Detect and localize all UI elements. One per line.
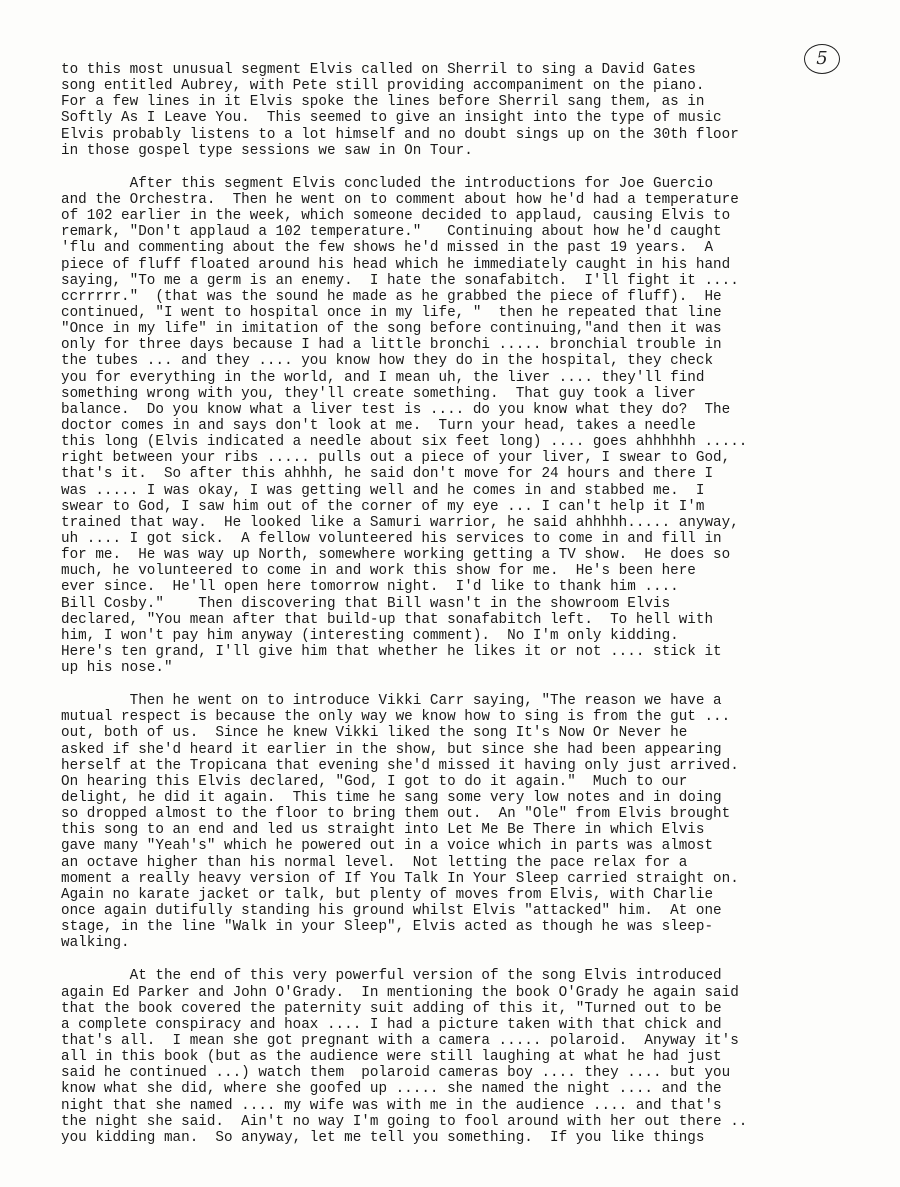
text-line: to this most unusual segment Elvis called on Sherril to sing a David Gates <box>61 62 696 78</box>
text-line: him, I won't pay him anyway (interesting comment). No I'm only kidding. <box>61 627 679 644</box>
text-line: asked if she'd heard it earlier in the show, but since she had been appearing <box>61 741 722 758</box>
text-line: uh .... I got sick. A fellow volunteered his services to come in and fill in <box>61 530 722 547</box>
text-line: once again dutifully standing his ground whilst Elvis "attacked" him. At one <box>61 903 722 920</box>
text-line: ever since. He'll open here tomorrow night. I'd like to thank him .... <box>61 579 679 596</box>
text-line: gave many "Yeah's" which he powered out in a voice which in parts was almost <box>61 838 714 855</box>
text-line: you for everything in the world, and I mean uh, the liver .... they'll find <box>61 369 705 386</box>
text-line: was ..... I was okay, I was getting well and he comes in and stabbed me. I <box>61 482 705 499</box>
body-text <box>61 62 861 1146</box>
text-line: you kidding man. So anyway, let me tell you something. If you like things <box>61 1129 705 1146</box>
text-line: said he continued ...) watch them polaroid cameras boy .... they .... but you <box>61 1065 731 1082</box>
text-line: At the end of this very powerful version of the song Elvis introduced <box>61 968 722 985</box>
text-line: saying, "To me a germ is an enemy. I hate the sonafabitch. I'll fight it .... <box>61 272 739 289</box>
text-line: that the book covered the paternity suit adding of this it, "Turned out to be <box>61 1000 722 1017</box>
text-line: declared, "You mean after that build-up that sonafabitch left. To hell with <box>61 611 714 628</box>
text-line: the tubes ... and they .... you know how they do in the hospital, they check <box>61 353 714 370</box>
text-line: continued, "I went to hospital once in my life, " then he repeated that line <box>61 304 722 321</box>
text-line: Elvis probably listens to a lot himself and no doubt sings up on the 30th floor <box>61 126 739 143</box>
text-line: On hearing this Elvis declared, "God, I got to do it again." Much to our <box>61 773 688 790</box>
text-line: mutual respect is because the only way we know how to sing is from the gut ... <box>61 709 731 726</box>
text-line: up his nose." <box>61 660 173 677</box>
text-line: For a few lines in it Elvis spoke the lines before Sherril sang them, as in <box>61 94 705 111</box>
paragraph <box>61 176 861 676</box>
text-line: for me. He was way up North, somewhere working getting a TV show. He does so <box>61 547 731 564</box>
text-line: much, he volunteered to come in and work this show for me. He's been here <box>61 563 696 580</box>
paragraph <box>61 693 861 951</box>
text-line: swear to God, I saw him out of the corner of my eye ... I can't help it I'm <box>61 498 705 515</box>
text-line: piece of fluff floated around his head which he immediately caught in his hand <box>61 256 731 273</box>
text-line: in those gospel type sessions we saw in On Tour. <box>61 142 473 159</box>
text-line: know what she did, where she goofed up ..... she named the night .... and the <box>61 1081 722 1098</box>
paragraph <box>61 968 861 1146</box>
text-line: Bill Cosby." Then discovering that Bill wasn't in the showroom Elvis <box>61 595 671 612</box>
text-line: "Once in my life" in imitation of the song before continuing,"and then it was <box>61 321 722 338</box>
text-line: this song to an end and led us straight into Let Me Be There in which Elvis <box>61 822 705 839</box>
text-line: this long (Elvis indicated a needle about six feet long) .... goes ahhhhhh ..... <box>61 434 748 451</box>
text-line: that's it. So after this ahhhh, he said don't move for 24 hours and there I <box>61 466 714 483</box>
text-line: trained that way. He looked like a Samuri warrior, he said ahhhhh..... anyway, <box>61 514 739 531</box>
text-line: Then he went on to introduce Vikki Carr saying, "The reason we have a <box>61 693 722 710</box>
text-line: Again no karate jacket or talk, but plenty of moves from Elvis, with Charlie <box>61 886 714 903</box>
text-line: night that she named .... my wife was with me in the audience .... and that's <box>61 1097 722 1114</box>
text-line: out, both of us. Since he knew Vikki liked the song It's Now Or Never he <box>61 725 688 742</box>
text-line: that's all. I mean she got pregnant with a camera ..... polaroid. Anyway it's <box>61 1033 739 1050</box>
text-line: Here's ten grand, I'll give him that whether he likes it or not .... stick it <box>61 643 722 660</box>
text-line: Softly As I Leave You. This seemed to give an insight into the type of music <box>61 110 722 127</box>
paragraph <box>61 62 861 159</box>
text-line: stage, in the line "Walk in your Sleep", Elvis acted as though he was sleep- <box>61 919 714 936</box>
text-line: herself at the Tropicana that evening she'd missed it having only just arrived. <box>61 757 739 774</box>
text-line: and the Orchestra. Then he went on to comment about how he'd had a temperature <box>61 191 739 208</box>
text-line: right between your ribs ..... pulls out a piece of your liver, I swear to God, <box>61 450 731 467</box>
text-line: only for three days because I had a little bronchi ..... bronchial trouble in <box>61 337 722 354</box>
text-line: moment a really heavy version of If You Talk In Your Sleep carried straight on. <box>61 870 739 887</box>
text-line: song entitled Aubrey, with Pete still providing accompaniment on the piano. <box>61 78 705 95</box>
page-number: 5 <box>804 44 840 74</box>
text-line: After this segment Elvis concluded the introductions for Joe Guercio <box>61 175 714 192</box>
text-line: 'flu and commenting about the few shows he'd missed in the past 19 years. A <box>61 240 714 257</box>
text-line: remark, "Don't applaud a 102 temperature." Continuing about how he'd caught <box>61 224 722 241</box>
text-line: something wrong with you, they'll create something. That guy took a liver <box>61 385 696 402</box>
text-line: again Ed Parker and John O'Grady. In mentioning the book O'Grady he again said <box>61 984 739 1001</box>
text-line: so dropped almost to the floor to bring them out. An "Ole" from Elvis brought <box>61 806 731 823</box>
text-line: an octave higher than his normal level. Not letting the pace relax for a <box>61 854 688 871</box>
text-line: all in this book (but as the audience were still laughing at what he had just <box>61 1049 722 1066</box>
text-line: ccrrrrr." (that was the sound he made as he grabbed the piece of fluff). He <box>61 288 722 305</box>
text-line: the night she said. Ain't no way I'm going to fool around with her out there .. <box>61 1113 748 1130</box>
text-line: a complete conspiracy and hoax .... I had a picture taken with that chick and <box>61 1016 722 1033</box>
text-line: balance. Do you know what a liver test is .... do you know what they do? The <box>61 401 731 418</box>
text-line: delight, he did it again. This time he sang some very low notes and in doing <box>61 790 722 807</box>
text-line: walking. <box>61 935 130 952</box>
text-line: doctor comes in and says don't look at me. Turn your head, takes a needle <box>61 417 696 434</box>
text-line: of 102 earlier in the week, which someone decided to applaud, causing Elvis to <box>61 208 731 225</box>
